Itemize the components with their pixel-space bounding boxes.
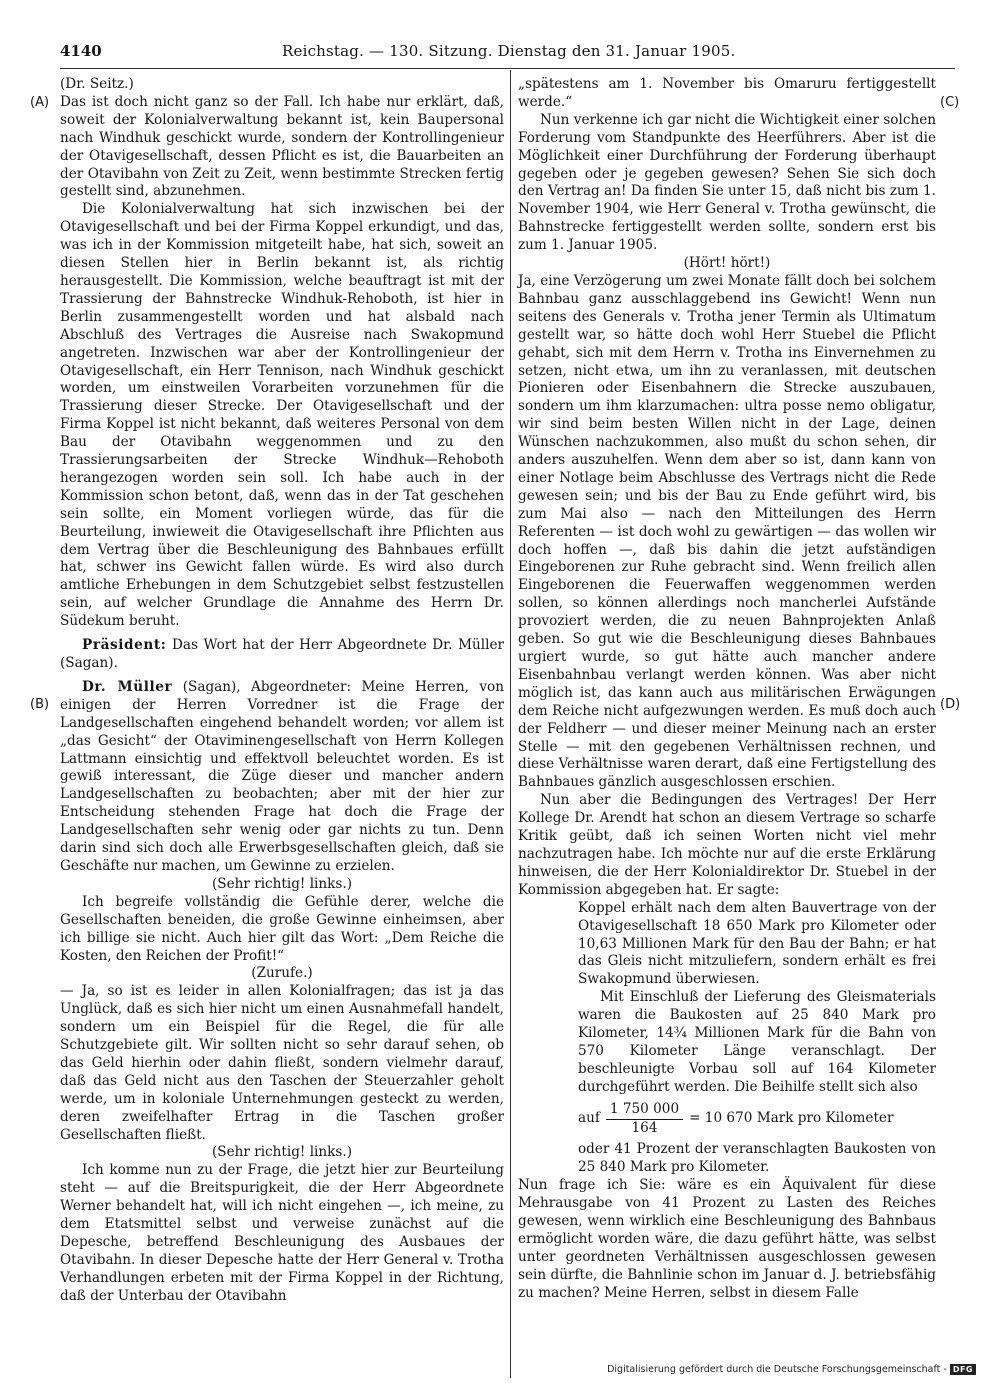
margin-marker-d: (D) <box>940 697 961 712</box>
right-column <box>518 76 936 1303</box>
speaker-continuation: (Dr. Seitz.) <box>60 76 134 92</box>
footer <box>607 1364 976 1375</box>
running-head: Reichstag. — 130. Sitzung. Dienstag den 31. Januar 1905. <box>282 42 736 60</box>
president-text: Das Wort hat der Herr Abgeordnete Dr. Müller (Sagan). <box>60 637 504 671</box>
paragraph: Das ist doch nicht ganz so der Fall. Ich habe nur erklärt, daß, soweit der Kolonialverwaltung bekannt ist, kein Baupersonal nach Windhuk geschickt wurde, sondern der Kontrollingenieur der Otavigesellschaft, dessen Pflicht es ist, die Bauarbeiten an der Otavibahn von Zeit zu Zeit, wenn bestimmte Strecken fertig gestellt sind, abzunehmen. <box>60 93 504 200</box>
paragraph: Ich komme nun zu der Frage, die jetzt hier zur Beurteilung steht — auf die Breitspurigkeit, die der Herr Abgeordnete Werner behandelt hat, will ich nicht eingehen —, ich meine, zu dem Etatsmittel selbst und verweise zunächst auf die Depesche, betreffend Beschleunigung des Ausbaues der Otavibahn. In dieser Depesche hatte der Herr General v. Trotha Verhandlungen erbeten mit der Firma Koppel in der Richtung, daß der Unterbau der Otavibahn <box>60 1162 504 1304</box>
quote: Mit Einschluß der Lieferung des Gleismaterials waren die Baukosten auf 25 840 Mark pro Kilometer, 14¾ Millionen Mark für die Bahn von 570 Kilometer Länge veranschlagt. Der beschleunigte Vorbau soll auf 164 Kilometer durchgeführt werden. Die Beihilfe stellt sich also <box>578 989 936 1095</box>
paragraph: Die Kolonialverwaltung hat sich inzwischen bei der Otavigesellschaft und bei der Firma Koppel erkundigt, und das, was ich in der Kommission mitgeteilt habe, hat sich, soweit an diesen Stellen hier in Berlin bekannt ist, als richtig herausgestellt. Die Kommission, welche beauftragt ist mit der Trassierung der Bahnstrecke Windhuk-Rehoboth, ist hier in Berlin zusammengestellt worden und hat alsbald nach Abschluß des Vertrages die Ausreise nach Swakopmund angetreten. Inzwischen war aber der Kontrollingenieur der Otavigesellschaft, ein Herr Tennison, nach Windhuk geschickt worden, um einstweilen Vorarbeiten vorzunehmen für die Trassierung dieser Strecke. Der Otavigesellschaft und der Firma Koppel ist nicht bekannt, daß weiteres Personal von dem Bau der Otavibahn weggenommen und zu den Trassierungsarbeiten der Strecke Windhuk—Rehoboth herangezogen worden sein soll. Ich habe auch in der Kommission schon betont, daß, wenn das in der Tat geschehen sein sollte, ein Moment vorliegen würde, das für die Beurteilung, inwieweit die Otavigesellschaft ihre Pflichten aus dem Vertrag über die Beschleunigung des Bahnbaues erfüllt hat, schwer ins Gewicht fallen würde. Es wird also durch amtliche Erhebungen in dem Schutzgebiet selbst festzustellen sein, auf welcher Grundlage die Annahme des Herrn Dr. Südekum beruht. <box>60 201 504 630</box>
fraction-calculation <box>518 1101 936 1138</box>
paragraph: Ich begreife vollständig die Gefühle derer, welche die Gesellschaften beneiden, die große Gewinne einheimsen, aber ich billige sie nicht. Auch hier gilt das Wort: „Dem Reiche die Kosten, den Reichen der Profit!“ <box>60 893 504 964</box>
page-header <box>60 36 955 66</box>
president-label: Präsident: <box>82 637 167 654</box>
margin-marker-a: (A) <box>30 95 50 110</box>
fraction-numerator: 1 750 000 <box>606 1101 683 1120</box>
fraction-result: = 10 670 Mark pro Kilometer <box>689 1110 894 1127</box>
speaker-name: Dr. Müller <box>82 678 173 695</box>
paragraph: Nun verkenne ich gar nicht die Wichtigkeit einer solchen Forderung vom Standpunkte des Heerführers. Aber ist die Möglichkeit einer Durchführung der Forderung überhaupt gegeben oder je gegeben gewesen? Sehen Sie sich doch den Vertrag an! Da finden Sie unter 15, daß nicht bis zum 1. November 1904, wie Herr General v. Trotha gewünscht, die Bahnstrecke fertiggestellt werden sollte, sondern erst bis zum 1. Januar 1905. <box>518 111 936 254</box>
paragraph: Ja, eine Verzögerung um zwei Monate fällt doch bei solchem Bahnbau ganz ausschlaggebend ins Gewicht! Wenn nun seitens des Generals v. Trotha jener Termin als Ultimatum gestellt war, so hätte doch wohl Herr Stuebel die Pflicht gehabt, sich mit dem Herrn v. Trotha ins Einvernehmen zu setzen, nicht etwa, um ihn zu veranlassen, mit deutschen Pionieren oder Eisenbahnern die Strecke auszubauen, sondern um ihm klarzumachen: ultra posse nemo obligatur, wir sind beim besten Willen nicht in der Lage, deinen Wünschen nachzukommen, also mußt du schon sehen, dir anders auszuhelfen. Wenn dem aber so ist, dann kann von einer Notlage beim Abschlusse des Vertrags nicht die Rede gewesen sein; und bis der Bau zu Ende geführt wird, bis zum Mai also — nach den Mitteilungen des Herrn Referenten — ist doch wohl zu gewärtigen — das wollen wir doch hoffen —, daß bis dahin die jetzt aufständigen Eingeborenen zur Ruhe gebracht sind. Wenn freilich allen Eingeborenen die Feuerwaffen weggenommen werden sollen, so können allerdings noch mancherlei Aufstände provoziert werden, die zu neuen Bahnprojekten Anlaß geben. So gut wie die Beschleunigung dieses Bahnbaues urgiert wurde, so gut hätte auch mancher andere Eisenbahnbau verlangt werden können. Was aber nicht möglich ist, das kann auch aus militärischen Erwägungen dem Reiche nicht aufgezwungen werden. Es muß doch auch der Feldherr — und dieser meiner Meinung nach an erster Stelle — mit den gegebenen Verhältnissen rechnen, und diese Verhältnisse waren derart, daß eine Fertigstellung des Bahnbaues gänzlich ausgeschlossen erschien. <box>518 272 936 791</box>
paragraph: „spätestens am 1. November bis Omaruru fertiggestellt werde.“ <box>518 76 936 110</box>
interjection: (Zurufe.) <box>251 965 313 982</box>
fraction-prefix: auf <box>578 1110 600 1127</box>
fraction-denominator: 164 <box>631 1119 658 1136</box>
header-rule <box>60 68 955 69</box>
interjection: (Sehr richtig! links.) <box>211 1144 353 1161</box>
quote: Koppel erhält nach dem alten Bauvertrage von der Otavigesellschaft 18 650 Mark pro Kilometer oder 10,63 Millionen Mark für den Bau der Bahn; er hat das Gleis nicht mitzuliefern, sondern erhält es frei Swakopmund überwiesen. <box>578 899 936 988</box>
footer-text: Digitalisierung gefördert durch die Deutsche Forschungsgemeinschaft - <box>607 1364 947 1375</box>
interjection: (Hört! hört!) <box>683 255 771 272</box>
paragraph: Nun frage ich Sie: wäre es ein Äquivalent für diese Mehrausgabe von 41 Prozent zu Lasten des Reiches gewesen, wenn wirklich eine Beschleunigung des Bahnbaus ermöglicht worden wäre, die dazu geführt hätte, was selbst unter geordneten Verhältnissen ausgeschlossen gewesen sein dürfte, die Bahnlinie schon im Januar d. J. betriebsfähig zu machen? Meine Herren, selbst in diesem Falle <box>518 1177 936 1301</box>
speech-text: (Sagan), Abgeordneter: Meine Herren, von einigen der Herren Vorredner ist die Frage der Landgesellschaften eingehend behandelt worden; vor allem ist „das Gesicht“ der Otaviminengesellschaft von Herrn Kollegen Lattmann einsichtig und effektvoll beleuchtet worden. Es ist gewiß interessant, die Züge dieser und mancher andern Landgesellschaften zu beobachten; aber mit der hier zur Entscheidung stehenden Frage hat doch die Frage der Landgesellschaften sehr wenig oder gar nichts zu tun. Denn darin sind sich doch alle Erwerbsgesellschaften gleich, daß sie Geschäfte nur machen, um Gewinne zu erzielen. <box>60 678 504 874</box>
speech-start <box>60 679 504 876</box>
quote: oder 41 Prozent der veranschlagten Baukosten von 25 840 Mark pro Kilometer. <box>578 1141 936 1176</box>
margin-marker-b: (B) <box>30 697 50 712</box>
interjection: (Sehr richtig! links.) <box>211 875 353 892</box>
page-number: 4140 <box>60 42 102 60</box>
column-divider <box>510 70 511 1378</box>
paragraph: Nun aber die Bedingungen des Vertrages! Der Herr Kollege Dr. Arendt hat schon an diesem Vertrage so scharfe Kritik geübt, daß ich seinen Worten nicht viel mehr nachzutragen habe. Ich möchte nur auf die erste Erklärung hinweisen, die der Herr Kolonialdirektor Dr. Stuebel in der Kommission abgegeben hat. Er sagte: <box>518 792 936 898</box>
fraction <box>606 1101 683 1138</box>
left-column <box>60 76 504 1306</box>
paragraph: — Ja, so ist es leider in allen Kolonialfragen; das ist ja das Unglück, daß es sich hier nicht um einen Ausnahmefall handelt, sondern um ein Beispiel für die Regel, die für alle Schutzgebiete gilt. Wir sollten nicht so sehr darauf sehen, ob das Geld hierhin oder dahin fließt, sondern vielmehr darauf, daß das Geld nicht aus den Taschen der Steuerzahler geholt werde, um in koloniale Unternehmungen gesteckt zu werden, deren zweifelhafter Ertrag in die Taschen großer Gesellschaften fließt. <box>60 983 504 1143</box>
dfg-logo-icon: DFG <box>950 1364 976 1375</box>
margin-marker-c: (C) <box>940 95 960 110</box>
president-statement <box>60 637 504 673</box>
